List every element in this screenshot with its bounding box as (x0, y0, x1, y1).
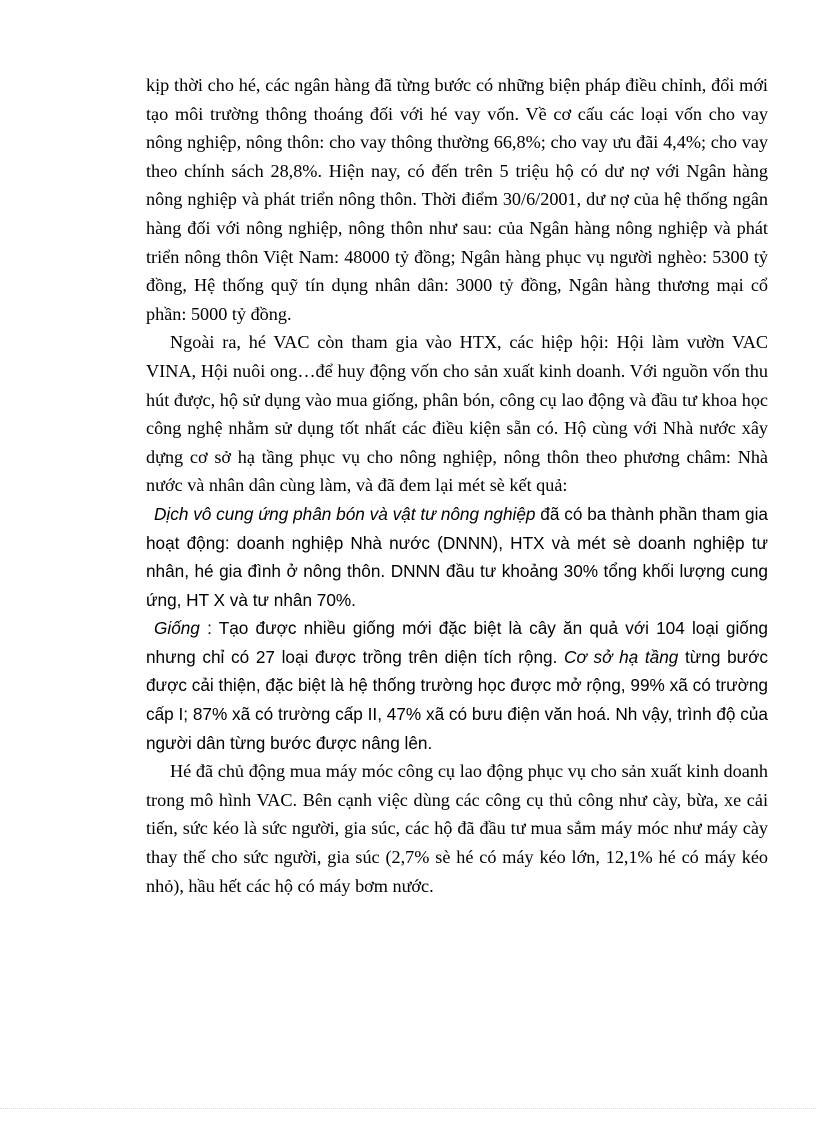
page-bottom-border (0, 1108, 816, 1109)
seeds-text: : Tạo được nhiều giống mới đặc biệt là cây ăn quả với 104 loại giống nhưng chỉ có 27 loại được trồng trên diện tích rộng. (146, 618, 768, 667)
fertilizer-services-heading: Dịch vô cung ứng phân bón và vật tư nông nghiệp (154, 503, 536, 524)
seeds-heading: Giống (154, 618, 200, 639)
paragraph-fertilizer-services (146, 500, 768, 614)
paragraph-machinery: Hé đã chủ động mua máy móc công cụ lao động phục vụ cho sản xuất kinh doanh trong mô hình VAC. Bên cạnh việc dùng các công cụ thủ công như cày, bừa, xe cải tiến, sức kéo là sức người, gia súc, các hộ đã đầu tư mua sắm máy móc như máy cày thay thế cho sức người, gia súc (2,7% sè hé có máy kéo lớn, 12,1% hé có máy kéo nhỏ), hầu hết các hộ có máy bơm nước. (146, 761, 768, 896)
document-page (146, 71, 768, 900)
infrastructure-heading: Cơ sở hạ tầng (564, 646, 679, 667)
infrastructure-text: từng bước được cải thiện, đặc biệt là hệ thống trường học được mở rộng, 99% xã có trường cấp I; 87% xã có trường cấp II, 47% xã có bưu điện văn hoá. Nh vậy, trình độ của người dân từng bước được nâng lên. (146, 646, 768, 753)
paragraph-vac-households: Ngoài ra, hé VAC còn tham gia vào HTX, các hiệp hội: Hội làm vườn VAC VINA, Hội nuôi ong…để huy động vốn cho sản xuất kinh doanh. Với nguồn vốn thu hút được, hộ sử dụng vào mua giống, phân bón, công cụ lao động và đầu tư khoa học công nghệ nhằm sử dụng tốt nhất các điều kiện sẵn có. Hộ cùng với Nhà nước xây dựng cơ sở hạ tầng phục vụ cho nông nghiệp, nông thôn theo phương châm: Nhà nước và nhân dân cùng làm, và đã đem lại mét sè kết quả: (146, 332, 768, 496)
fertilizer-services-text: đã có ba thành phần tham gia hoạt động: doanh nghiệp Nhà nước (DNNN), HTX và mét sè doanh nghiệp tư nhân, hé gia đình ở nông thôn. DNNN đầu tư khoảng 30% tổng khối lượng cung ứng, HT X và tư nhân 70%. (146, 503, 768, 610)
paragraph-seeds-infrastructure (146, 614, 768, 757)
paragraph-bank-lending: kịp thời cho hé, các ngân hàng đã từng bước có những biện pháp điều chỉnh, đổi mới tạo môi trường thông thoáng đối với hé vay vốn. Về cơ cấu các loại vốn cho vay nông nghiệp, nông thôn: cho vay thông thường 66,8%; cho vay ưu đãi 4,4%; cho vay theo chính sách 28,8%. Hiện nay, có đến trên 5 triệu hộ có dư nợ với Ngân hàng nông nghiệp và phát triển nông thôn. Thời điểm 30/6/2001, dư nợ của hệ thống ngân hàng đối với nông nghiệp, nông thôn như sau: của Ngân hàng nông nghiệp và phát triển nông thôn Việt Nam: 48000 tỷ đồng; Ngân hàng phục vụ người nghèo: 5300 tỷ đồng, Hệ thống quỹ tín dụng nhân dân: 3000 tỷ đồng, Ngân hàng thương mại cổ phần: 5000 tỷ đồng. (146, 75, 768, 324)
